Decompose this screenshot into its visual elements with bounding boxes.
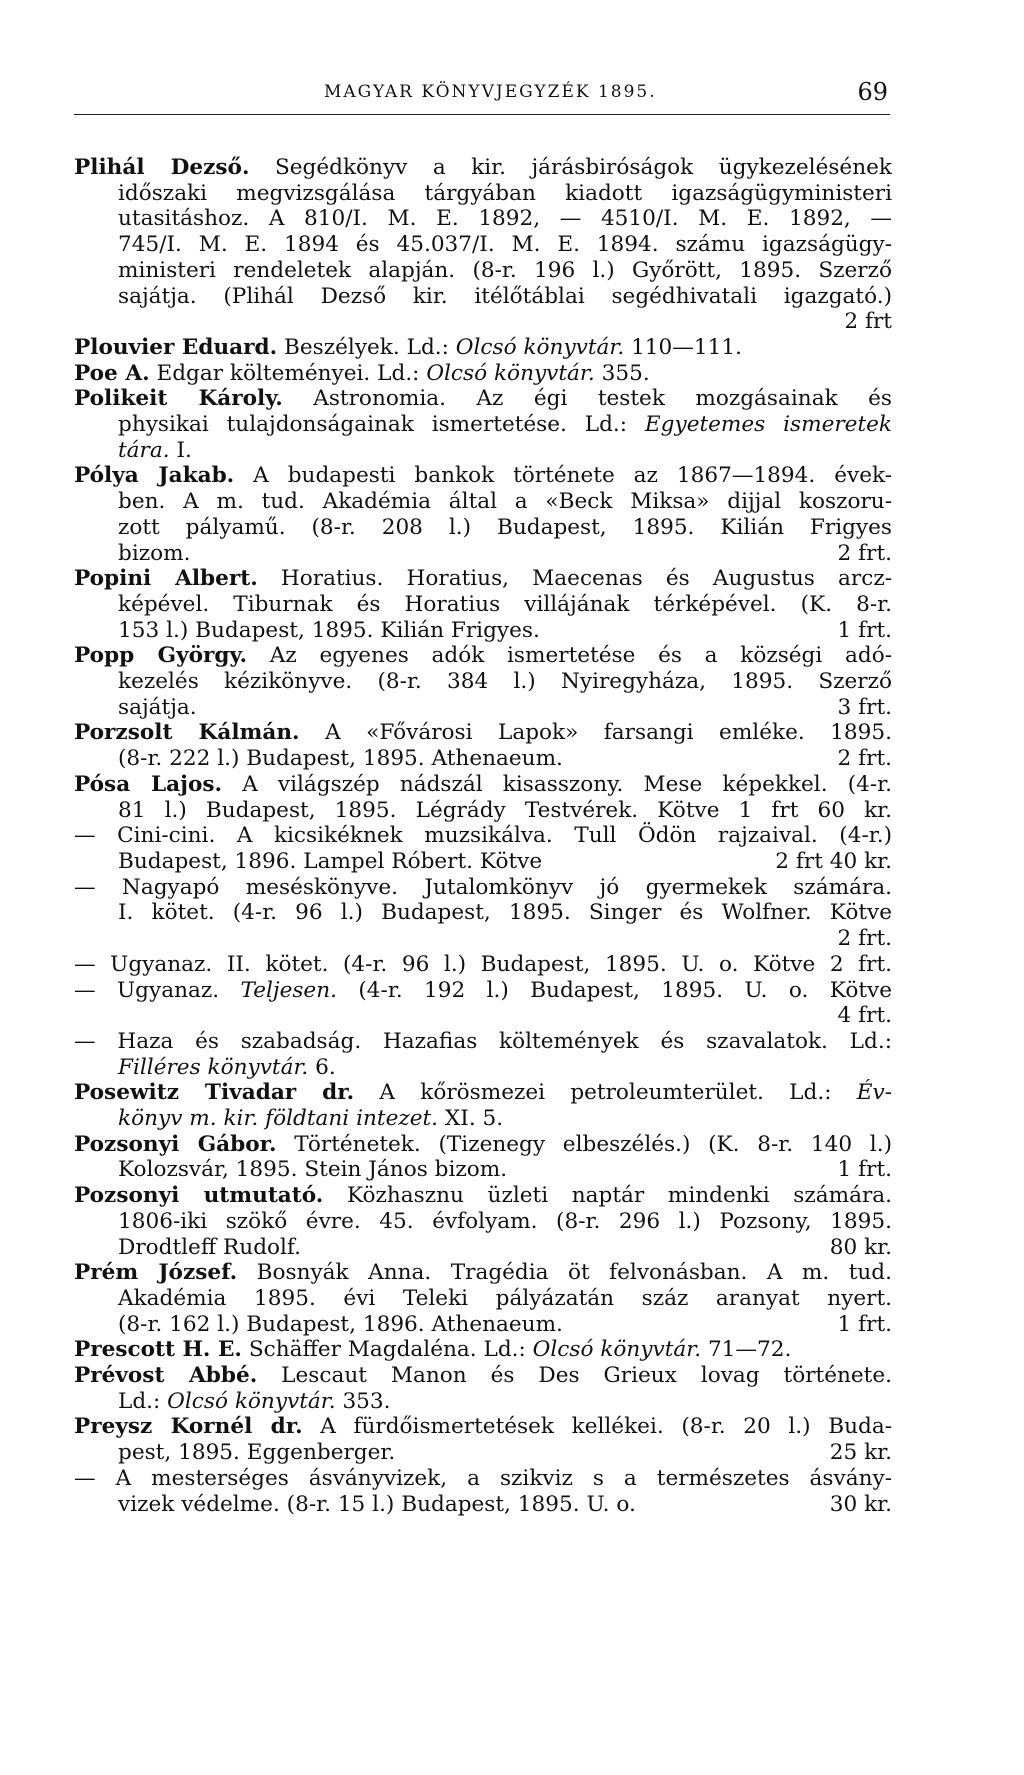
entry-author: Poe A. <box>74 360 150 386</box>
entry-text: Drodtleff Rudolf. <box>118 1234 302 1260</box>
text-line <box>74 1209 892 1235</box>
entry-text: A «Fővárosi Lapok» farsangi emléke. 1895. <box>299 720 893 746</box>
entry-text: Kolozsvár, 1895. Stein János bizom. <box>118 1157 508 1183</box>
entry-author: Pólya Jakab. <box>74 463 235 489</box>
text-line <box>74 875 892 901</box>
text-line <box>74 155 892 181</box>
entry-text: 745/I. M. E. 1894 és 45.037/I. M. E. 1894. számu igazságügy- <box>118 232 892 258</box>
entry-text: 71—72. <box>701 1337 792 1363</box>
text-line <box>74 1466 892 1492</box>
text-line <box>74 1440 892 1466</box>
series-title: Teljesen. <box>240 977 337 1003</box>
text-line <box>74 772 892 798</box>
entry-text: — Cini-cini. A kicsikéknek muzsikálva. Tull Ödön rajzaival. (4-r.) <box>74 823 892 849</box>
entry-text: Közhasznu üzleti naptár mindenki számára. <box>323 1183 892 1209</box>
price: 30 kr. <box>829 1491 892 1517</box>
entry-text: 110—111. <box>624 334 742 360</box>
entry-text: időszaki megvizsgálása tárgyában kiadott igazságügyministeri <box>118 180 892 206</box>
entry-text: 6. <box>308 1054 336 1080</box>
entry-author: Posewitz Tivadar dr. <box>74 1080 355 1106</box>
entry-author: Pósa Lajos. <box>74 771 223 797</box>
text-line <box>74 669 892 695</box>
text-line <box>74 284 892 310</box>
entry-text: XI. 5. <box>438 1106 504 1132</box>
entry-text: Akadémia 1895. évi Teleki pályázatán száz aranyat nyert. <box>118 1285 892 1311</box>
entry-text: 4 frt. <box>837 1003 892 1029</box>
entry-text: Bosnyák Anna. Tragédia öt felvonásban. A m. tud. <box>237 1260 892 1286</box>
text-line <box>74 720 892 746</box>
price: 2 frt. <box>837 540 892 566</box>
text-line <box>74 695 892 721</box>
entry-author: Pozsonyi Gábor. <box>74 1131 277 1157</box>
page-number: 69 <box>857 78 888 106</box>
entry-text: kezelés kézikönyve. (8-r. 384 l.) Nyiregyháza, 1895. Szerző <box>118 669 892 695</box>
text-line <box>74 823 892 849</box>
price: 1 frt. <box>837 617 892 643</box>
text-line <box>74 361 892 387</box>
entry-text: physikai tulajdonságainak ismertetése. Ld.: <box>118 412 645 438</box>
text-line <box>74 1492 892 1518</box>
entry-author: Pozsonyi utmutató. <box>74 1183 324 1209</box>
price-line <box>74 309 892 335</box>
entry-text: Az egyenes adók ismertetése és a községi adó- <box>247 643 892 669</box>
text-line <box>74 541 892 567</box>
entry-author: Popini Albert. <box>74 566 258 592</box>
text-line <box>74 1260 892 1286</box>
text-line <box>74 1414 892 1440</box>
running-header <box>74 80 890 115</box>
entry-text: Edgar költeményei. Ld.: <box>149 360 427 386</box>
entry-text: I. <box>169 437 192 463</box>
entry-author: Preysz Kornél dr. <box>74 1414 303 1440</box>
running-title: MAGYAR KÖNYVJEGYZÉK 1895. <box>324 82 657 102</box>
text-line <box>74 1157 892 1183</box>
entry-text: pest, 1895. Eggenberger. <box>118 1440 396 1466</box>
entry-text: (8-r. 222 l.) Budapest, 1895. Athenaeum. <box>118 746 563 772</box>
series-title: Olcsó könyvtár. <box>167 1388 336 1414</box>
entry-text: 81 l.) Budapest, 1895. Légrády Testvérek. Kötve 1 frt 60 kr. <box>118 797 892 823</box>
price: 25 kr. <box>829 1440 892 1466</box>
entry-text: I. kötet. (4-r. 96 l.) Budapest, 1895. Singer és Wolfner. Kötve <box>118 900 892 926</box>
entry-text: Schäffer Magdaléna. Ld.: <box>241 1337 533 1363</box>
text-line <box>74 1312 892 1338</box>
entry-text: 153 l.) Budapest, 1895. Kilián Frigyes. <box>118 617 540 643</box>
entry-text: — A mesterséges ásványvizek, a szikviz s a természetes ásvány- <box>74 1465 892 1491</box>
text-line <box>74 1337 892 1363</box>
entry-text: 2 frt. <box>837 926 892 952</box>
entry-text: utasitáshoz. A 810/I. M. E. 1892, — 4510/I. M. E. 1892, — <box>118 206 892 232</box>
series-title: Egyetemes ismeretek <box>644 412 892 438</box>
text-line <box>74 849 892 875</box>
price: 1 frt. <box>837 1157 892 1183</box>
text-line <box>74 746 892 772</box>
entry-text: képével. Tiburnak és Horatius villájának térképével. (K. 8-r. <box>118 591 892 617</box>
text-line <box>74 798 892 824</box>
entry-text: Segédkönyv a kir. járásbiróságok ügykezelésének <box>249 155 892 180</box>
entry-text: A kőrösmezei petroleumterület. Ld.: <box>354 1080 857 1106</box>
price: 80 kr. <box>829 1234 892 1260</box>
text-line <box>74 618 892 644</box>
entry-text: A fürdőismertetések kellékei. (8-r. 20 l.) Buda- <box>302 1414 892 1440</box>
entry-author: Prescott H. E. <box>74 1337 242 1363</box>
entry-text: bizom. <box>118 540 191 566</box>
text-line <box>74 1029 892 1055</box>
text-line <box>74 1235 892 1261</box>
entry-text: 355. <box>594 360 650 386</box>
text-line <box>74 592 892 618</box>
text-line <box>74 1363 892 1389</box>
text-line <box>74 1080 892 1106</box>
text-line <box>74 1055 892 1081</box>
text-line <box>74 489 892 515</box>
entry-text: Budapest, 1896. Lampel Róbert. Kötve <box>118 848 543 874</box>
entry-text: Ld.: <box>118 1388 168 1414</box>
text-line <box>74 1286 892 1312</box>
price: 1 frt. <box>837 1311 892 1337</box>
entry-text: sajátja. <box>118 694 197 720</box>
entry-text: Beszélyek. Ld.: <box>277 334 456 360</box>
entry-text: ministeri rendeletek alapján. (8-r. 196 l.) Győrött, 1895. Szerző <box>118 257 892 283</box>
entry-author: Porzsolt Kálmán. <box>74 720 300 746</box>
entry-text: ben. A m. tud. Akadémia által a «Beck Miksa» dijjal koszoru- <box>118 489 892 515</box>
entry-text: Lescaut Manon és Des Grieux lovag története. <box>257 1363 892 1389</box>
text-line <box>74 900 892 926</box>
entry-text: Horatius. Horatius, Maecenas és Augustus arcz- <box>257 566 892 592</box>
entry-author: Polikeit Károly. <box>74 386 283 412</box>
entry-text: sajátja. (Plihál Dezső kir. itélőtáblai segédhivatali igazgató.) <box>118 283 892 309</box>
text-line <box>74 335 892 361</box>
entry-text: (8-r. 162 l.) Budapest, 1896. Athenaeum. <box>118 1311 563 1337</box>
entry-text: zott pályamű. (8-r. 208 l.) Budapest, 1895. Kilián Frigyes <box>118 514 892 540</box>
series-title: tára. <box>118 437 170 463</box>
entry-author: Popp György. <box>74 643 248 669</box>
entry-text: Astronomia. Az égi testek mozgásainak és <box>282 386 892 412</box>
text-line <box>74 566 892 592</box>
text-line <box>74 232 892 258</box>
text-line <box>74 515 892 541</box>
bibliography-text <box>74 155 892 1517</box>
text-line <box>74 386 892 412</box>
text-line <box>74 258 892 284</box>
price-line <box>74 926 892 952</box>
entry-author: Prém József. <box>74 1260 238 1286</box>
entry-text: 1806-iki szökő évre. 45. évfolyam. (8-r. 296 l.) Pozsony, 1895. <box>118 1208 892 1234</box>
series-title: könyv m. kir. földtani intezet. <box>118 1106 439 1132</box>
price: 2 frt. <box>837 746 892 772</box>
price: 2 frt 40 kr. <box>775 848 892 874</box>
text-line <box>74 412 892 438</box>
text-line <box>74 181 892 207</box>
text-line <box>74 1106 892 1132</box>
text-line <box>74 206 892 232</box>
entry-text: A világszép nádszál kisasszony. Mese képekkel. (4-r. <box>222 771 892 797</box>
entry-text: (4-r. 192 l.) Budapest, 1895. U. o. Kötve <box>337 977 892 1003</box>
entry-text: 2 frt <box>844 309 892 335</box>
entry-text: — Haza és szabadság. Hazafias költemények és szavalatok. Ld.: <box>74 1028 892 1054</box>
entry-text: — Nagyapó meséskönyve. Jutalomkönyv jó gyermekek számára. <box>74 874 892 900</box>
text-line <box>74 1183 892 1209</box>
text-line <box>74 1389 892 1415</box>
price: 3 frt. <box>837 694 892 720</box>
entry-text: vizek védelme. (8-r. 15 l.) Budapest, 1895. U. o. <box>118 1491 636 1517</box>
series-title: Olcsó könyvtár. <box>455 334 625 360</box>
text-line <box>74 978 892 1004</box>
entry-text: — Ugyanaz. II. kötet. (4-r. 96 l.) Budapest, 1895. U. o. Kötve 2 frt. <box>74 951 892 977</box>
text-line <box>74 438 892 464</box>
series-title: Év- <box>856 1080 893 1106</box>
entry-text: — Ugyanaz. <box>74 977 241 1003</box>
text-line <box>74 1132 892 1158</box>
entry-text: 353. <box>335 1388 391 1414</box>
series-title: Olcsó könyvtár. <box>426 360 595 386</box>
entry-text: Történetek. (Tizenegy elbeszélés.) (K. 8-r. 140 l.) <box>276 1131 892 1157</box>
price-line <box>74 1003 892 1029</box>
text-line <box>74 643 892 669</box>
entry-text: A budapesti bankok története az 1867—1894. évek- <box>234 463 892 489</box>
entry-author: Plihál Dezső. <box>74 155 250 180</box>
text-line <box>74 952 892 978</box>
text-line <box>74 463 892 489</box>
series-title: Olcsó könyvtár. <box>532 1337 702 1363</box>
entry-author: Prévost Abbé. <box>74 1363 258 1389</box>
entry-author: Plouvier Eduard. <box>74 334 278 360</box>
series-title: Filléres könyvtár. <box>118 1054 309 1080</box>
